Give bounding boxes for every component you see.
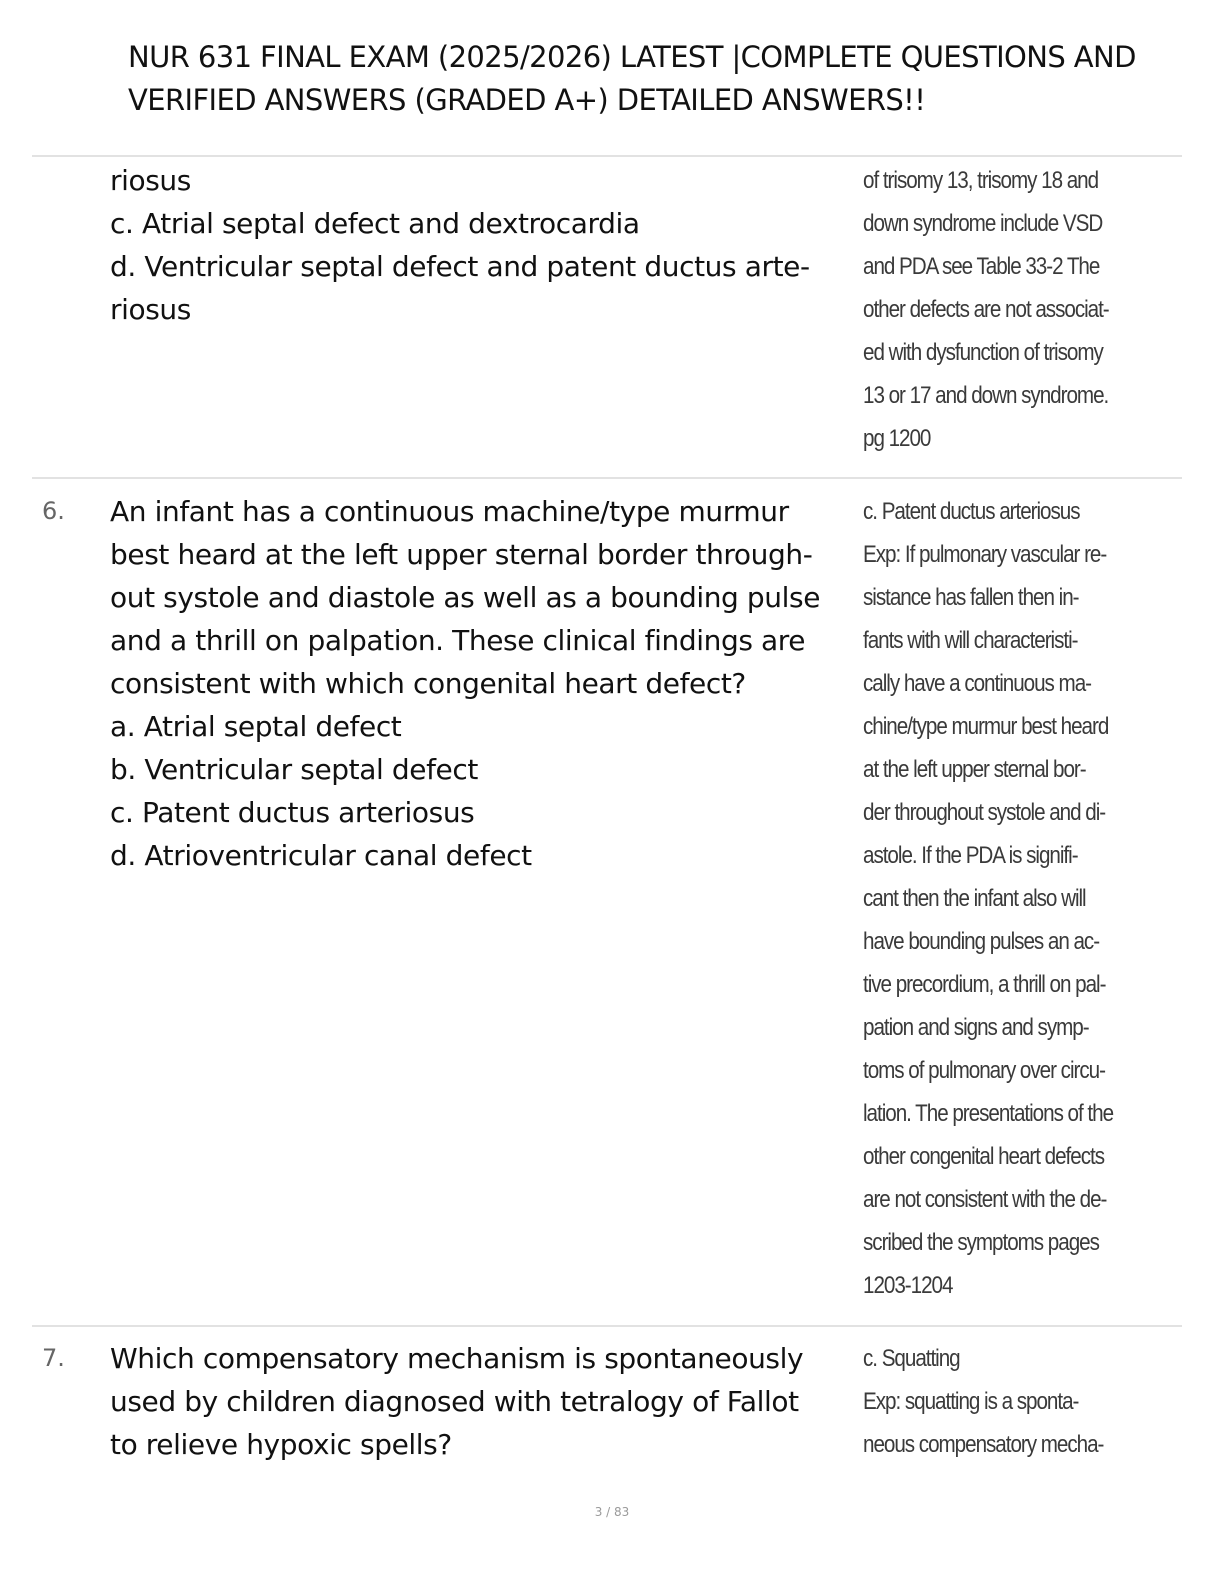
question-line: d. Ventricular septal defect and patent ductus arte- [110, 250, 810, 283]
answer-line: cally have a continuous ma- [863, 670, 1091, 697]
answer-line: cant then the infant also will [863, 885, 1086, 912]
title-line: NUR 631 FINAL EXAM (2025/2026) LATEST |COMPLETE QUESTIONS AND [128, 40, 1136, 74]
answer-line: lation. The presentations of the [863, 1100, 1114, 1127]
answer-text [863, 1337, 1138, 1466]
answer-line: c. Squatting [863, 1345, 960, 1372]
answer-text [863, 159, 1138, 460]
question-text [110, 159, 855, 331]
answer-line: toms of pulmonary over circu- [863, 1057, 1105, 1084]
option-c: c. Patent ductus arteriosus [110, 796, 475, 829]
answer-line: pation and signs and symp- [863, 1014, 1089, 1041]
option-d: d. Atrioventricular canal defect [110, 839, 532, 872]
answer-line: chine/type murmur best heard [863, 713, 1109, 740]
title-line: VERIFIED ANSWERS (GRADED A+) DETAILED ANSWERS!! [128, 83, 926, 117]
answer-line: other congenital heart defects [863, 1143, 1104, 1170]
question-line: An infant has a continuous machine/type murmur [110, 495, 789, 528]
answer-line: der throughout systole and di- [863, 799, 1106, 826]
answer-line: astole. If the PDA is signifi- [863, 842, 1078, 869]
answer-line: down syndrome include VSD [863, 210, 1103, 237]
option-b: b. Ventricular septal defect [110, 753, 478, 786]
question-line: consistent with which congenital heart defect? [110, 667, 746, 700]
question-line: and a thrill on palpation. These clinical findings are [110, 624, 806, 657]
answer-line: neous compensatory mecha- [863, 1431, 1104, 1458]
question-text [110, 1337, 855, 1466]
answer-line: have bounding pulses an ac- [863, 928, 1100, 955]
divider [32, 1325, 1182, 1327]
question-line: riosus [110, 293, 191, 326]
question-line: out systole and diastole as well as a bounding pulse [110, 581, 821, 614]
answer-line: pg 1200 [863, 425, 931, 452]
answer-line: and PDA see Table 33-2 The [863, 253, 1100, 280]
answer-line: sistance has fallen then in- [863, 584, 1079, 611]
answer-line: ed with dysfunction of trisomy [863, 339, 1103, 366]
divider [32, 477, 1182, 479]
answer-line: are not consistent with the de- [863, 1186, 1107, 1213]
answer-line: other defects are not associat- [863, 296, 1109, 323]
answer-line: 1203-1204 [863, 1272, 953, 1299]
question-line: c. Atrial septal defect and dextrocardia [110, 207, 640, 240]
option-a: a. Atrial septal defect [110, 710, 402, 743]
question-line: Which compensatory mechanism is spontaneously [110, 1342, 804, 1375]
answer-line: of trisomy 13, trisomy 18 and [863, 167, 1099, 194]
answer-line: c. Patent ductus arteriosus [863, 498, 1080, 525]
question-line: used by children diagnosed with tetralogy of Fallot [110, 1385, 799, 1418]
answer-line: Exp: squatting is a sponta- [863, 1388, 1079, 1415]
question-number: 6. [42, 497, 65, 525]
divider [32, 155, 1182, 157]
question-line: riosus [110, 164, 191, 197]
answer-line: scribed the symptoms pages [863, 1229, 1099, 1256]
answer-line: fants with will characteristi- [863, 627, 1078, 654]
answer-line: 13 or 17 and down syndrome. [863, 382, 1109, 409]
answer-text [863, 490, 1138, 1307]
question-text [110, 490, 855, 877]
question-line: best heard at the left upper sternal border through- [110, 538, 813, 571]
question-number: 7. [42, 1344, 65, 1372]
page-indicator: 3 / 83 [594, 1505, 630, 1519]
answer-line: tive precordium, a thrill on pal- [863, 971, 1106, 998]
answer-line: Exp: If pulmonary vascular re- [863, 541, 1107, 568]
answer-line: at the left upper sternal bor- [863, 756, 1086, 783]
question-line: to relieve hypoxic spells? [110, 1428, 452, 1461]
document-title [128, 36, 1208, 122]
